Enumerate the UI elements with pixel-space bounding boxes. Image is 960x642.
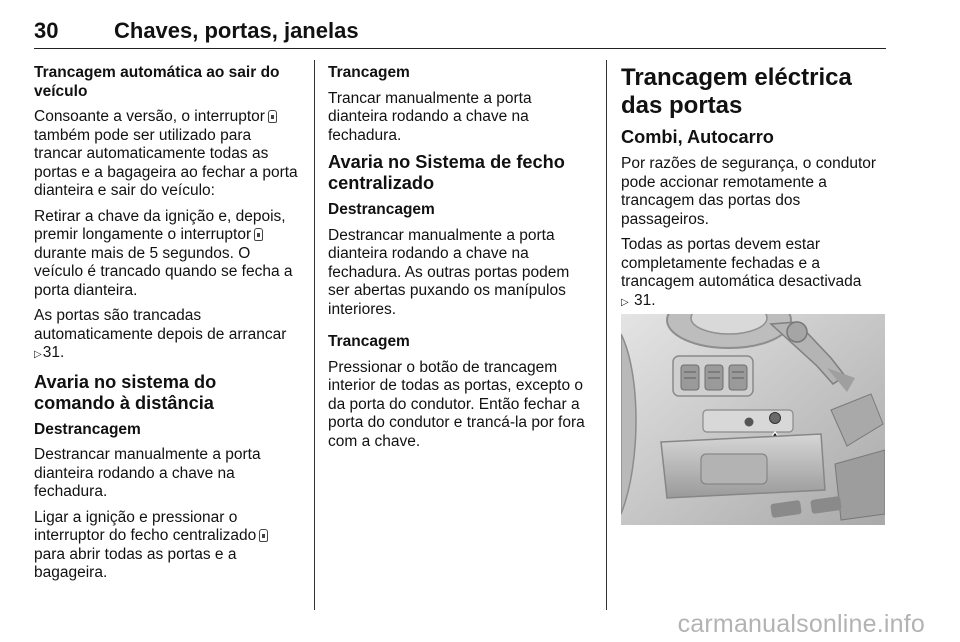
page-reference[interactable]: 31. (42, 344, 65, 361)
watermark: carmanualsonline.info (677, 610, 925, 638)
column-divider-1 (314, 60, 315, 610)
paragraph: Trancar manualmente a porta dianteira rodando a chave na fechadura. (328, 89, 532, 144)
column-3 (621, 64, 887, 319)
column-divider-2 (606, 60, 607, 610)
subheading-unlocking: Destrancagem (328, 201, 435, 218)
paragraph: Consoante a versão, o interruptor também pode ser utilizado para trancar automaticamente todas as portas e a bagageira ao fechar a porta dianteira e sair do veículo: (34, 108, 298, 199)
paragraph: Destrancar manualmente a porta dianteira rodando a chave na fechadura. (34, 446, 261, 500)
paragraph: Ligar a ignição e pressionar o interruptor do fecho centralizado para abrir todas as portas e a bagageira. (34, 509, 302, 583)
subheading-auto-lock: Trancagem automática ao sair do veículo (34, 64, 280, 100)
paragraph: Destrancar manualmente a porta dianteira rodando a chave na fechadura. As outras portas podem ser abertas puxando os manípulos interiores. (328, 226, 570, 318)
page-reference-icon: ▷ (34, 349, 42, 360)
page-reference[interactable]: 31. (634, 291, 656, 309)
chapter-title: Chaves, portas, janelas (114, 18, 359, 43)
paragraph: Todas as portas devem estar completamente fechadas e a trancagem automática desactivada ▷ 31. (621, 236, 862, 309)
page-header (34, 16, 886, 49)
page-number: 30 (34, 18, 59, 43)
paragraph: Pressionar o botão de trancagem interior de todas as portas, excepto o da porta do condutor. Então fechar a porta do condutor e trancá-la por fora com a chave. (328, 358, 585, 450)
section-heading-remote-fault: Avaria no sistema do comando à distância (34, 371, 217, 413)
section-subtitle-vehicle-type: Combi, Autocarro (621, 127, 774, 147)
subheading-locking: Trancagem (328, 333, 410, 350)
lock-switch-icon (259, 529, 268, 542)
dashboard-switch-illustration (621, 314, 885, 525)
paragraph: Retirar a chave da ignição e, depois, premir longamente o interruptor durante mais de 5 segundos. O veículo é trancado quando se fecha a porta dianteira. (34, 207, 293, 299)
paragraph: Por razões de segurança, o condutor pode accionar remotamente a trancagem das portas dos passageiros. (621, 155, 877, 228)
page-reference-icon: ▷ (621, 296, 629, 308)
subheading-unlocking: Destrancagem (34, 420, 141, 438)
section-heading-central-lock-fault: Avaria no Sistema de fecho centralizado (328, 152, 565, 193)
lock-switch-icon (254, 228, 263, 241)
subheading-locking: Trancagem (328, 64, 410, 81)
column-1 (34, 64, 302, 590)
section-title-electric-locking: Trancagem eléctrica das portas (621, 64, 852, 119)
lock-switch-icon (268, 110, 277, 123)
paragraph: As portas são trancadas automaticamente depois de arrancar ▷31. (34, 307, 287, 361)
column-2 (328, 64, 592, 458)
